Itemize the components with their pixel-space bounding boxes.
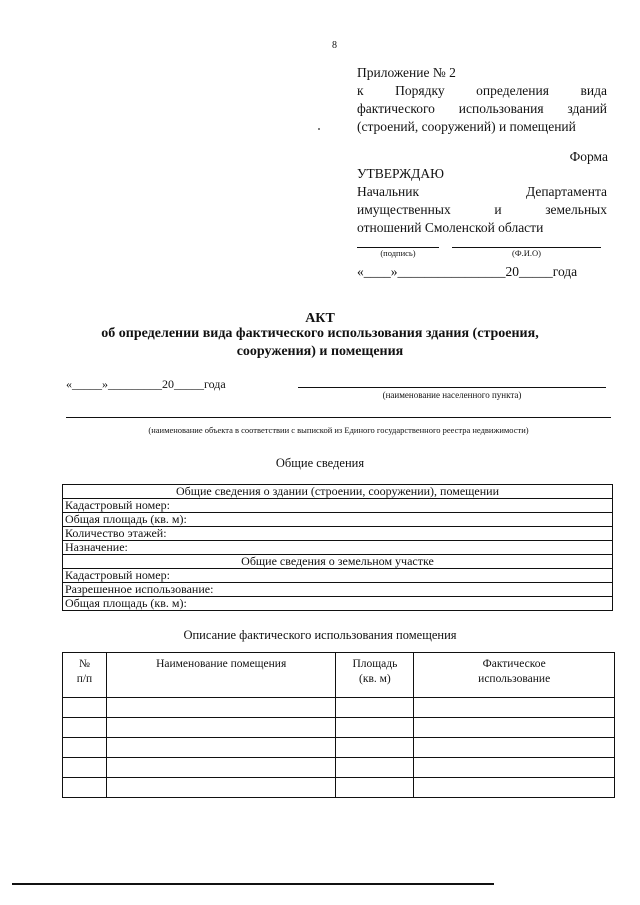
table-cell [414, 698, 615, 718]
act-date: «_____»_________20_____года [66, 377, 226, 391]
approval-line-2 [357, 201, 607, 219]
appendix-word: Порядку [395, 83, 445, 98]
table-cell [106, 738, 336, 758]
column-header-num [63, 653, 107, 698]
general-info-table [62, 484, 613, 611]
table-cell [414, 758, 615, 778]
appendix-line-2 [357, 82, 607, 100]
table-row [63, 758, 615, 778]
table-row [63, 778, 615, 798]
land-header: Общие сведения о земельном участке [63, 555, 613, 569]
approval-line-1 [357, 183, 607, 201]
speck-mark [318, 128, 320, 130]
settlement-line [298, 387, 606, 388]
table-row: Общая площадь (кв. м): [63, 513, 613, 527]
form-label: Форма [569, 149, 608, 164]
table-cell [336, 758, 414, 778]
name-caption: (Ф.И.О) [512, 248, 541, 258]
table-cell [106, 758, 336, 778]
appendix-line-4: (строений, сооружений) и помещений [357, 119, 576, 134]
appendix-word: вида [580, 83, 608, 98]
approval-heading: УТВЕРЖДАЮ [357, 166, 445, 181]
table-row: Общая площадь (кв. м): [63, 597, 613, 611]
table-row [63, 718, 615, 738]
column-header-name: Наименование помещения [106, 653, 336, 698]
table-cell [63, 778, 107, 798]
header-text: п/п [76, 673, 93, 685]
footer-rule [12, 883, 494, 885]
approval-date: «____»________________20_____года [357, 264, 578, 279]
table-cell [336, 718, 414, 738]
page-number: 8 [332, 40, 337, 51]
settlement-caption: (наименование населенного пункта) [382, 390, 522, 400]
building-header: Общие сведения о здании (строении, сооружении), помещении [63, 485, 613, 499]
table-row: Кадастровый номер: [63, 569, 613, 583]
table-cell [336, 778, 414, 798]
table-row [63, 738, 615, 758]
table-row: Разрешенное использование: [63, 583, 613, 597]
signature-caption: (подпись) [380, 248, 416, 258]
table-row: Назначение: [63, 541, 613, 555]
table-row [63, 698, 615, 718]
general-info-title: Общие сведения [275, 456, 365, 470]
header-text: № [78, 658, 90, 670]
column-header-area [336, 653, 414, 698]
approval-word: Департамента [525, 184, 607, 199]
appendix-block [357, 64, 607, 136]
act-heading: АКТ [305, 311, 335, 326]
table-cell [414, 718, 615, 738]
table-cell [106, 698, 336, 718]
usage-table [62, 652, 615, 798]
table-cell [63, 698, 107, 718]
appendix-line-1: Приложение № 2 [357, 65, 456, 80]
approval-word: Начальник [357, 184, 420, 199]
table-cell [414, 778, 615, 798]
act-subtitle-1: об определении вида фактического использования здания (строения, [101, 326, 539, 341]
table-cell [63, 718, 107, 738]
table-cell [63, 758, 107, 778]
table-cell [414, 738, 615, 758]
header-text: Площадь [352, 658, 398, 670]
appendix-line-3: фактического использования зданий [357, 101, 607, 116]
approval-word: имущественных [357, 202, 451, 217]
act-subtitle-2: сооружения) и помещения [236, 344, 404, 359]
header-text: использование [478, 673, 551, 685]
table-cell [106, 718, 336, 738]
appendix-word: определения [476, 83, 549, 98]
approval-word: земельных [545, 202, 607, 217]
appendix-word: к [357, 83, 364, 98]
table-row: Кадастровый номер: [63, 499, 613, 513]
header-text: (кв. м) [359, 673, 391, 685]
table-cell [106, 778, 336, 798]
table-cell [336, 738, 414, 758]
approval-line-3: отношений Смоленской области [357, 220, 544, 235]
table-cell [63, 738, 107, 758]
header-text: Фактическое [482, 658, 546, 670]
object-caption: (наименование объекта в соответствии с выпиской из Единого государственного реестра недвижимости) [148, 425, 529, 435]
table-cell [336, 698, 414, 718]
approval-block [357, 165, 607, 237]
object-line [66, 417, 611, 418]
usage-title: Описание фактического использования помещения [183, 628, 457, 642]
column-header-usage [414, 653, 615, 698]
approval-word: и [494, 202, 502, 217]
table-row: Количество этажей: [63, 527, 613, 541]
